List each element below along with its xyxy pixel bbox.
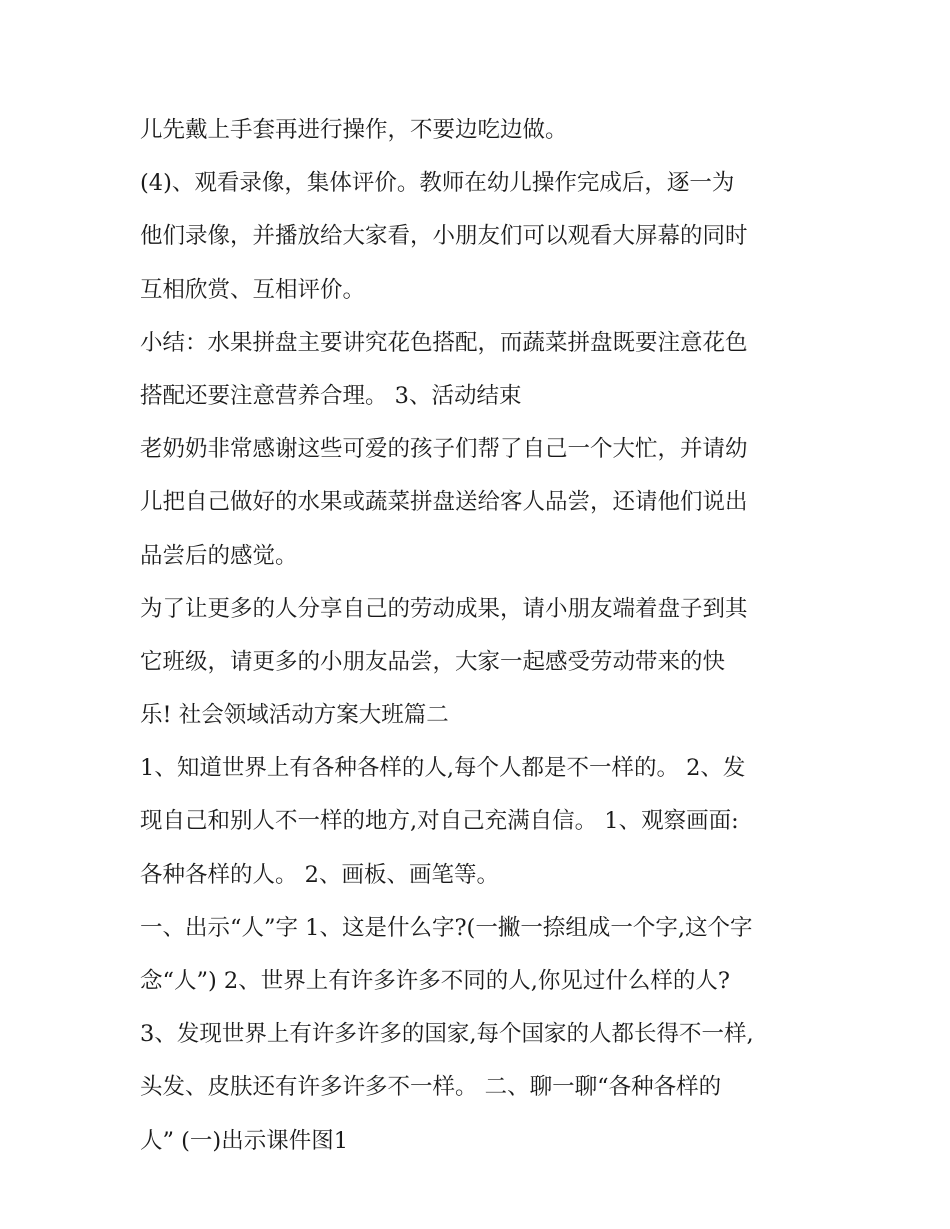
text-line-9: 品尝后的感觉。 [140,542,298,569]
text-line-6: 搭配还要注意营养合理。 3、活动结束 [140,382,522,409]
document-body [140,104,830,1168]
text-line-2: (4)、观看录像，集体评价。教师在幼儿操作完成后，逐一为 [140,170,735,197]
text-line-10: 为了让更多的人分享自己的劳动成果，请小朋友端着盘子到其 [140,595,748,622]
text-line-17: 念“人”) 2、世界上有许多许多不同的人,你见过什么样的人? [140,968,730,994]
text-line-20: 人” (一)出示课件图1 [140,1127,349,1154]
text-line-8: 儿把自己做好的水果或蔬菜拼盘送给客人品尝，还请他们说出 [140,489,748,516]
text-line-7: 老奶奶非常感谢这些可爱的孩子们帮了自己一个大忙，并请幼 [140,436,748,463]
text-line-18: 3、发现世界上有许多许多的国家,每个国家的人都长得不一样, [140,1021,754,1048]
text-line-13: 1、知道世界上有各种各样的人,每个人都是不一样的。 2、发 [140,755,746,782]
text-line-1: 儿先戴上手套再进行操作，不要边吃边做。 [140,117,568,143]
text-line-14: 现自己和别人不一样的地方,对自己充满自信。 1、观察画面: [140,808,739,835]
text-line-4: 互相欣赏、互相评价。 [140,276,366,303]
text-line-16: 一、出示“人”字 1、这是什么字?(一撇一捺组成一个字,这个字 [140,914,753,941]
text-line-5: 小结：水果拼盘主要讲究花色搭配，而蔬菜拼盘既要注意花色 [140,329,748,356]
text-line-15: 各种各样的人。 2、画板、画笔等。 [140,861,499,888]
text-line-11: 它班级，请更多的小朋友品尝，大家一起感受劳动带来的快 [140,648,726,675]
text-line-3: 他们录像，并播放给大家看，小朋友们可以观看大屏幕的同时 [140,223,748,250]
text-line-19: 头发、皮肤还有许多许多不一样。 二、聊一聊“各种各样的 [140,1074,722,1101]
text-line-12: 乐! 社会领域活动方案大班篇二 [140,702,449,729]
